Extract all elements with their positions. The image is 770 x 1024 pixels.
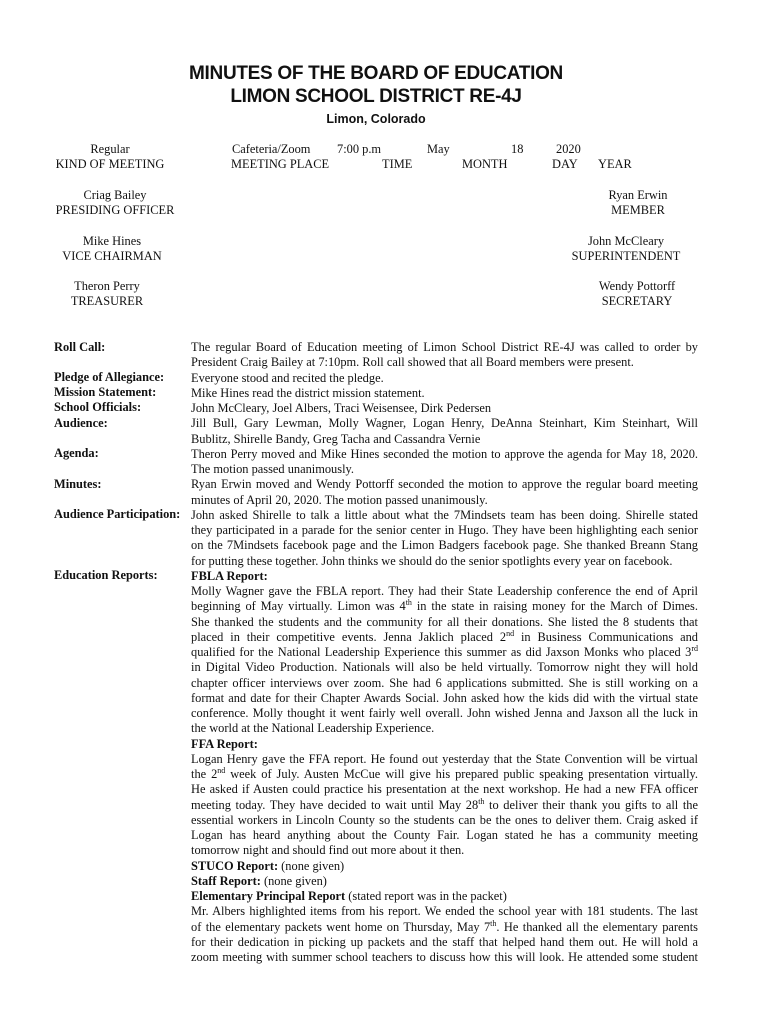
meeting-kind-label: KIND OF MEETING (55, 157, 165, 171)
document-location: Limon, Colorado (326, 112, 426, 126)
fbla-heading: FBLA Report: (191, 568, 268, 583)
officer-member (590, 188, 686, 218)
ffa-heading: FFA Report: (191, 736, 258, 751)
fbla-line (191, 630, 698, 645)
officer-role: VICE CHAIRMAN (62, 249, 162, 263)
meeting-month-label: MONTH (462, 157, 508, 171)
agenda-line: The motion passed unanimously. (191, 462, 355, 476)
ffa-line (191, 798, 698, 813)
fbla-line: chapter officer interviews over zoom. She had 6 applications submitted. She is still working on a (191, 675, 698, 690)
meeting-time-label: TIME (382, 157, 413, 171)
ffa-text: to deliver their thank you gifts to all the (484, 797, 698, 812)
officer-vice-chairman (54, 234, 170, 264)
officer-name: Wendy Pottorff (598, 279, 676, 293)
officer-name: Ryan Erwin (608, 188, 668, 202)
meeting-kind-value: Regular (90, 142, 130, 156)
fbla-line: Molly Wagner gave the FBLA report. They had their State Leadership conference the end of April (191, 584, 698, 598)
label-audience: Audience: (54, 416, 108, 430)
fbla-text: qualified for the National Leadership Experience this summer as did Jaxson Monks who placed 3 (191, 645, 692, 659)
fbla-line: in Digital Video Production. Nationals will also be held virtually. Tomorrow night they will hold (191, 660, 698, 675)
document-title-line2: LIMON SCHOOL DISTRICT RE-4J (230, 86, 522, 107)
ordinal-suffix: nd (217, 767, 226, 775)
ffa-text: the 2 (191, 767, 218, 781)
ordinal-suffix: th (490, 919, 497, 928)
officer-role: SECRETARY (601, 294, 673, 308)
minutes-line: minutes of April 20, 2020. The motion passed unanimously. (191, 492, 488, 507)
audience-participation-line: on the 7Mindsets facebook page and the Limon Badgers facebook page. She thanked Breann Stang (191, 538, 698, 553)
meeting-place-label: MEETING PLACE (231, 157, 330, 171)
elem-line: for their dedication in picking up packets and the staff that helped hand them out. He will hold a (191, 934, 698, 949)
officials-text: John McCleary, Joel Albers, Traci Weisensee, Dirk Pedersen (191, 401, 492, 415)
meeting-day-label: DAY (552, 157, 578, 171)
fbla-text: beginning of May virtually. Limon was 4 (191, 599, 406, 614)
officer-role: TREASURER (70, 294, 144, 308)
officer-name: John McCleary (587, 234, 665, 248)
audience-line: Jill Bull, Gary Lewman, Molly Wagner, Logan Henry, DeAnna Steinhart, Kim Steinhart, Will (191, 416, 698, 431)
meeting-time-value: 7:00 p.m (337, 142, 382, 156)
elem-line: Mr. Albers highlighted items from his report. We ended the school year with 181 students. The last (191, 904, 698, 919)
audience-participation-line: John asked Shirelle to talk a little about what the 7Mindsets team has been doing. Shirelle stated (191, 507, 698, 522)
roll-call-line: President Craig Bailey at 7:10pm. Roll call showed that all Board members were present. (191, 355, 634, 370)
staff-report-line (191, 874, 698, 889)
officer-role: PRESIDING OFFICER (55, 203, 175, 217)
ffa-line: Logan Henry gave the FFA report. He found out yesterday that the State Convention will be virtual (191, 751, 698, 766)
minutes-line: Ryan Erwin moved and Wendy Pottorff seconded the motion to approve the regular board meeting (191, 477, 698, 492)
elem-report-line (191, 889, 698, 904)
officer-superintendent (566, 234, 686, 264)
elem-note: (stated report was in the packet) (345, 889, 507, 903)
stuco-report-line (191, 859, 698, 874)
officer-name: Theron Perry (74, 279, 140, 293)
ffa-line (191, 767, 698, 782)
pledge-text: Everyone stood and recited the pledge. (191, 370, 384, 385)
meeting-year-label: YEAR (598, 157, 632, 171)
elem-line: zoom meeting with summer school teachers to discuss how this will look. He attended some student (191, 950, 698, 964)
ordinal-suffix: nd (506, 629, 515, 638)
label-pledge: Pledge of Allegiance: (54, 370, 165, 384)
mission-text: Mike Hines read the district mission statement. (191, 385, 425, 400)
audience-line: Bublitz, Shirelle Bandy, Greg Tacha and Cassandra Vernie (191, 431, 481, 446)
audience-participation-line: they participated in a parade for the senior center in Hugo. They have been highlighting each senior (191, 523, 698, 537)
audience-participation-line: for putting these together. John thinks we should do the senior spotlights every year on facebook. (191, 553, 673, 568)
ffa-line: Logan has heard anything about the County Fair. Logan stated he has a community meeting (191, 828, 698, 842)
meeting-month-value: May (427, 142, 450, 156)
stuco-note: (none given) (278, 858, 345, 873)
officer-name: Mike Hines (82, 234, 142, 248)
ordinal-suffix: th (405, 599, 412, 608)
fbla-line (191, 599, 698, 614)
fbla-text: in the state in raising money for the March of Dimes. (411, 599, 698, 614)
fbla-text: placed in their competitive events. Jenna Jaklich placed 2 (191, 629, 507, 644)
ffa-line: tomorrow night and should find out more about it then. (191, 843, 465, 858)
elem-text: . He thanked all the elementary parents (496, 919, 698, 934)
fbla-text: in Business Communications and (514, 629, 698, 644)
elem-line (191, 920, 698, 935)
fbla-line: format and date for their Chapter Awards Social. John asked how the kids did with the virtual state (191, 690, 698, 705)
officer-role: SUPERINTENDENT (571, 249, 681, 263)
staff-note: (none given) (260, 873, 327, 888)
minutes-body (191, 340, 698, 965)
officer-treasurer (54, 279, 160, 309)
elem-heading: Elementary Principal Report (191, 889, 346, 903)
meeting-place-value: Cafeteria/Zoom (232, 142, 311, 156)
officer-name: Criag Bailey (83, 188, 147, 202)
ffa-text: meeting today. They have decided to wait until May 28 (191, 797, 479, 812)
fbla-line: conference. Molly thought it went fairly well overall. John wished Jenna and Jaxson all the luck in (191, 706, 698, 720)
agenda-line: Theron Perry moved and Mike Hines seconded the motion to approve the agenda for May 18, 2020. (191, 446, 698, 461)
officer-role: MEMBER (611, 203, 665, 217)
label-roll-call: Roll Call: (54, 340, 106, 354)
roll-call-line: The regular Board of Education meeting of Limon School District RE-4J was called to order by (191, 340, 698, 354)
ffa-line: essential workers in Lincoln County so the students can be the ones to deliver them. Craig asked if (191, 812, 698, 827)
elem-text: of the elementary packets went home on Thursday, May 7 (191, 919, 491, 934)
label-agenda: Agenda: (54, 446, 99, 460)
fbla-line: She thanked the students and the community for all their donations. She listed the 8 students that (191, 614, 698, 629)
label-school-officials: School Officials: (54, 400, 142, 414)
meeting-day-value: 18 (511, 142, 524, 156)
staff-heading: Staff Report: (191, 873, 261, 888)
document-title-line1: MINUTES OF THE BOARD OF EDUCATION (189, 63, 563, 84)
officer-presiding (54, 188, 176, 218)
fbla-line: the world at the National Leadership Experience. (191, 721, 435, 736)
label-education-reports: Education Reports: (54, 568, 158, 582)
fbla-line (191, 645, 698, 660)
label-audience-participation: Audience Participation: (54, 507, 181, 521)
label-minutes: Minutes: (54, 477, 102, 491)
label-mission: Mission Statement: (54, 385, 157, 399)
ordinal-suffix: rd (691, 645, 698, 653)
stuco-heading: STUCO Report: (191, 858, 279, 873)
ffa-text: week of July. Austen McCue will give his prepared public speaking presentation virtually. (225, 767, 698, 781)
ordinal-suffix: th (478, 797, 485, 806)
ffa-line: He asked if Austen could practice his presentation at the next workshop. He had a new FFA officer (191, 782, 698, 797)
meeting-year-value: 2020 (556, 142, 581, 156)
officer-secretary (588, 279, 686, 309)
meeting-kind (54, 142, 166, 172)
